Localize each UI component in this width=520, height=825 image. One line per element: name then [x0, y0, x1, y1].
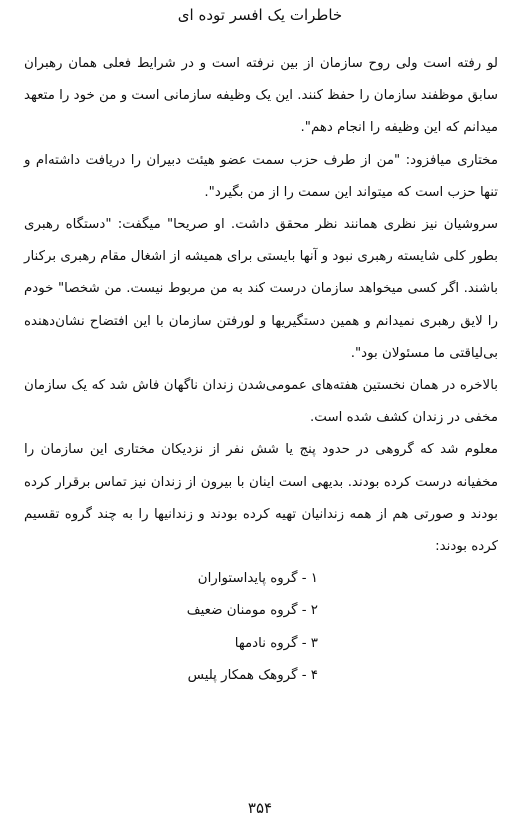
- paragraph: مختاری میافزود: "من از طرف حزب سمت عضو هیئت دبیران را دریافت داشته‌ام و تنها حزب است که میتواند این سمت را از من بگیرد".: [24, 152, 498, 200]
- list-item: ۴ - گروهک همکار پلیس: [187, 667, 318, 683]
- page-number: ۳۵۴: [247, 799, 273, 817]
- paragraph: لو رفته است ولی روح سازمان از بین نرفته است و در شرایط فعلی همان رهبران سابق موظفند سازمان را حفظ کنند. این یک وظیفه سازمانی است و من خود را متعهد میدانم که این وظیفه را انجام دهم".: [24, 56, 498, 136]
- paragraph: معلوم شد که گروهی در حدود پنج یا شش نفر از نزدیکان مختاری این سازمان را مخفیانه درست کرده بودند. بدیهی است اینان با بیرون از زندان نیز تماس برقرار کرده بودند و صورتی هم از همه زندانیان تهیه کرده بودند و زندانیها را به چند گروه تقسیم کرده بودند:: [24, 442, 498, 555]
- group-list: [24, 563, 498, 692]
- list-item: ۳ - گروه نادمها: [234, 635, 318, 651]
- list-item: ۱ - گروه پایداستواران: [197, 571, 318, 587]
- paragraph: بالاخره در همان نخستین هفته‌های عمومی‌شدن زندان ناگهان فاش شد که یک سازمان مخفی در زندان کشف شده است.: [24, 378, 498, 426]
- list-item: ۲ - گروه مومنان ضعیف: [186, 603, 318, 619]
- paragraph: سروشیان نیز نظری همانند نظر محقق داشت. او صریحا" میگفت: "دستگاه رهبری بطور کلی شایسته رهبری نبود و آنها بایستی برای همیشه از اشغال مقام رهبری برکنار باشند. اگر کسی میخواهد سازمان درست کند به من مربوط نیست. من شخصا" خودم را لایق رهبری نمیدانم و همین دستگیریها و لورفتن سازمان با این افتضاح نشان‌دهنده بی‌لیاقتی ما مسئولان بود".: [24, 217, 498, 361]
- page-body: [24, 48, 498, 692]
- running-header: خاطرات یک افسر توده ای: [177, 6, 343, 24]
